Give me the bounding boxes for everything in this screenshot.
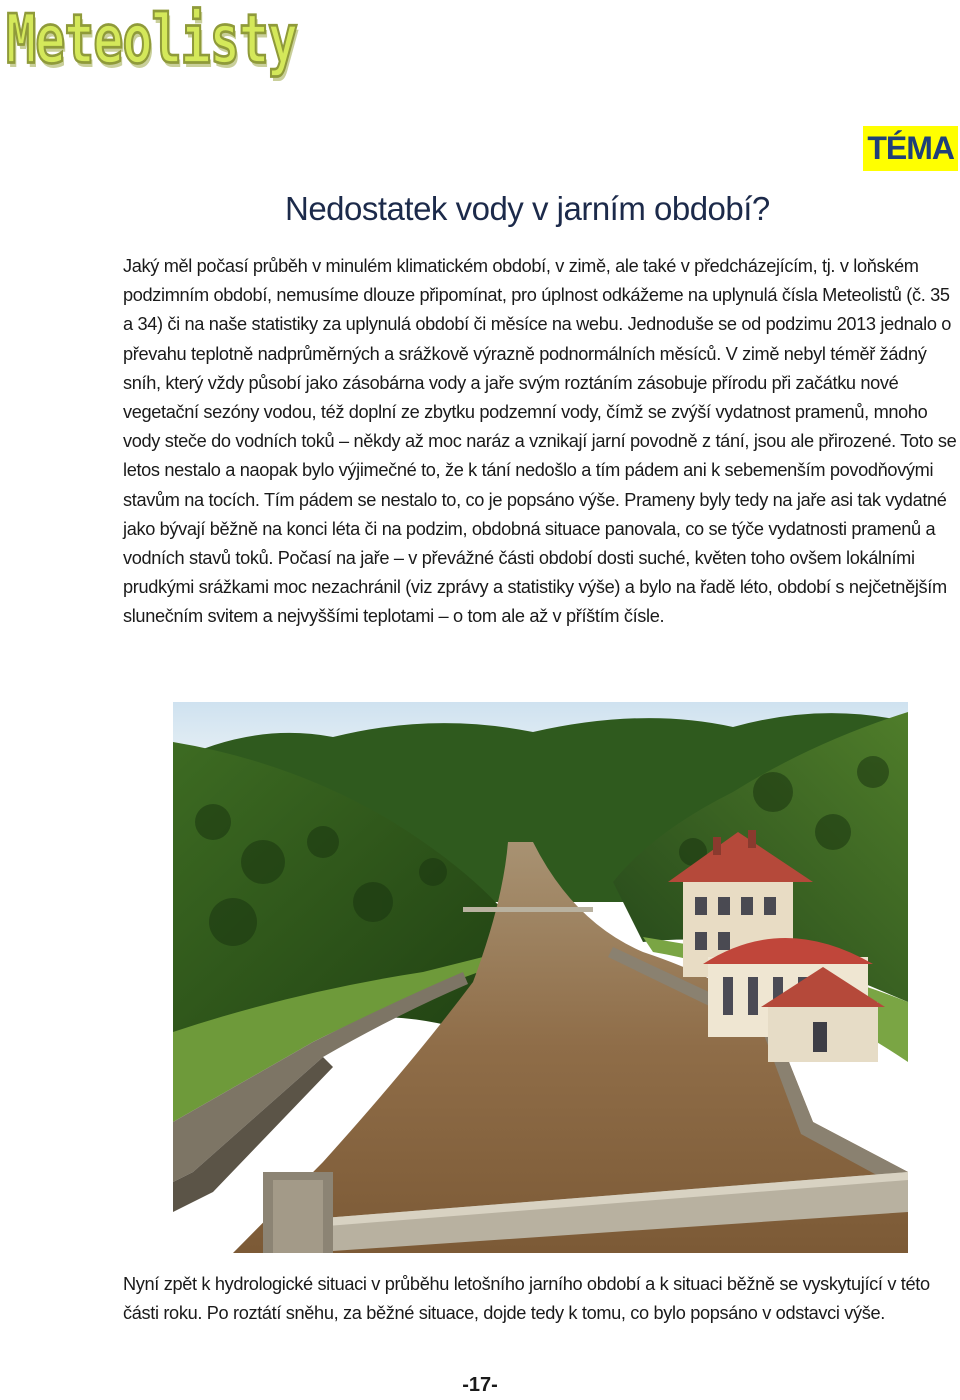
article-paragraph-1: Jaký měl počasí průběh v minulém klimatickém období, v zimě, ale také v předcházejícím, tj. v loňském podzimním období, nemusíme dlouze připomínat, pro úplnost odkážeme na uplynulá čísla Meteolistů (č. 35 a 34) či na naše statistiky za uplynulá období či měsíce na webu. Jednoduše se od podzimu 2013 jednalo o převahu teplotně nadprůměrných a srážkově výrazně podnormálních měsíců. V zimě nebyl téměř žádný sníh, který vždy působí jako zásobárna vody a jaře svým roztáním zásobuje přírodu při začátku nové vegetační sezóny vodou, též doplní ze zbytku podzemní vody, čímž se zvýší vydatnost pramenů, mnoho vody steče do vodních toků – někdy až moc naráz a vznikají jarní povodně z tání, jsou ale přirozené. Toto se letos nestalo a naopak bylo výjimečné to, že k tání nedošlo a tím pádem ani k sebemenším povodňovými stavům na tocích. Tím pádem se nestalo to, co je popsáno výše. Prameny byly tedy na jaře asi tak vydatné jako bývají běžně na konci léta či na podzim, obdobná situace panovala, co se týče vydatnosti pramenů a vodních stavů toků. Počasí na jaře – v převážné části období dosti suché, květen toho ovšem lokálními prudkými srážkami moc nezachránil (viz zprávy a statistiky výše) a bylo na řadě léto, období s nejčetnějším slunečním svitem a nejvyššími teplotami – o tom ale až v příštím čísle. [123, 256, 957, 627]
article-title: Nedostatek vody v jarním období? [285, 190, 770, 227]
meteolisty-logo: Meteolisty [6, 0, 298, 79]
river-dam-photo [173, 702, 908, 1253]
section-badge: TÉMA [863, 126, 958, 171]
page-number: -17- [462, 1374, 498, 1396]
article-paragraph-2: Nyní zpět k hydrologické situaci v průběhu letošního jarního období a k situaci běžně se vyskytující v této části roku. Po roztátí sněhu, za běžné situace, dojde tedy k tomu, co bylo popsáno v odstavci výše. [123, 1274, 930, 1324]
